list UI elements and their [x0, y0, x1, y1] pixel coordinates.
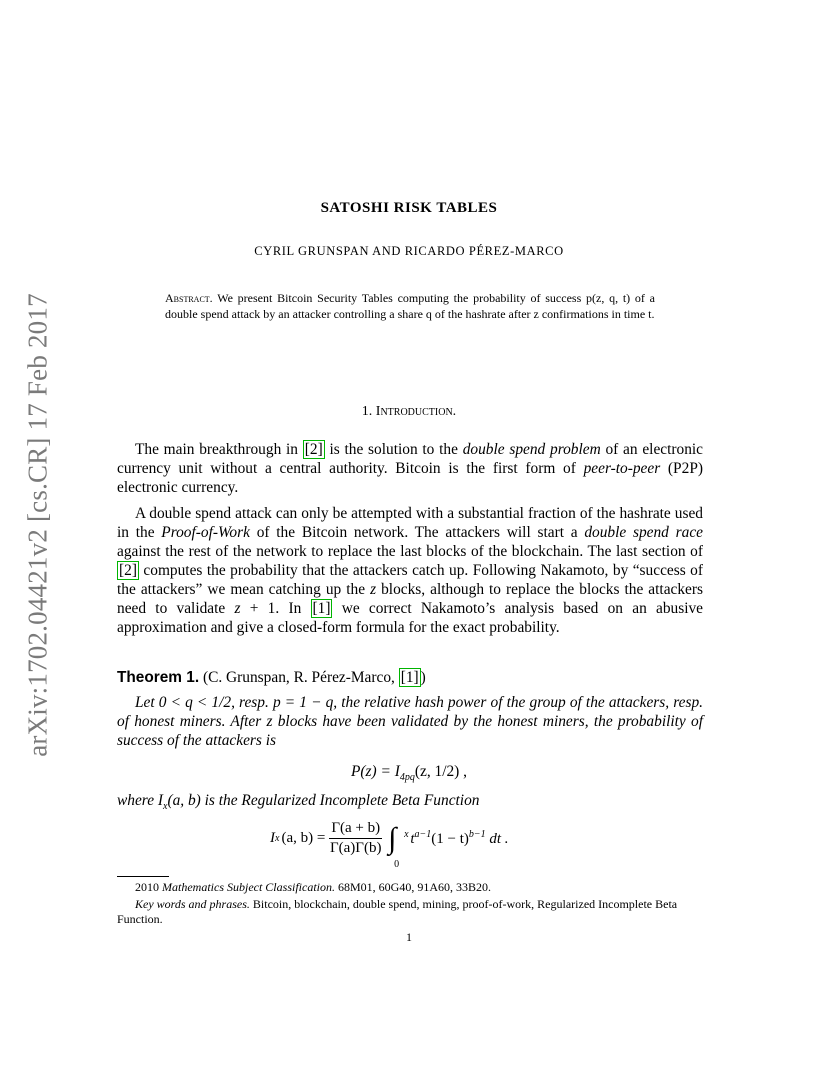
arxiv-id-stamp: arXiv:1702.04421v2 [cs.CR] 17 Feb 2017 [22, 293, 53, 757]
eq2-lhs: I [270, 830, 275, 846]
text-run: The main breakthrough in [135, 441, 303, 458]
fn1-codes: 68M01, 60G40, 91A60, 33B20. [337, 880, 491, 894]
citation-link[interactable]: [1] [312, 600, 331, 617]
abstract [165, 290, 655, 322]
text-run: ) [420, 669, 426, 686]
abstract-text: We present Bitcoin Security Tables computing the probability of success p(z, q, t) of a double spend attack by an attacker controlling a share q of the hashrate after z confirmations in time t. [165, 291, 655, 321]
citation-link[interactable]: [1] [400, 669, 419, 686]
text-run: of an electronic currency unit without a central authority. Bitcoin is the first form of [117, 441, 703, 477]
eq2-lhs-sub: x [275, 833, 280, 844]
citation-link[interactable]: [2] [119, 562, 137, 579]
section-title: Introduction. [375, 404, 457, 419]
theorem-body [117, 693, 703, 750]
integral-sign: ∫ x 0 [388, 824, 396, 854]
equation-1 [0, 763, 818, 783]
text-run: A double spend attack can only be attempted with a substantial fraction of the hashrate used in the [117, 505, 703, 541]
emphasis: double spend race [584, 524, 703, 541]
integral-lower: 0 [394, 858, 400, 870]
math-var: z [370, 581, 377, 598]
eq-rhs: (z, 1/2) , [414, 763, 467, 780]
text-run: computes the probability that the attackers catch up. Following Nakamoto, by “success of the attackers” we mean catching up the [117, 562, 703, 598]
theorem-header [117, 668, 703, 687]
fn2-label: Key words and phrases. [135, 897, 250, 911]
integrand-end: dt . [485, 831, 509, 847]
abstract-label: Abstract. [165, 291, 213, 305]
text-run: (P2P) electronic currency. [117, 460, 703, 496]
arxiv-sidebar [18, 290, 58, 760]
where-text: where I [117, 792, 164, 809]
eq2-integrand [410, 829, 508, 848]
theorem-label: Theorem 1. [117, 669, 200, 686]
emphasis: peer-to-peer [583, 460, 661, 477]
eq-lhs: P(z) = I [351, 763, 400, 780]
theorem-text: Let 0 < q < 1/2, resp. p = 1 − q, the relative hash power of the group of the attackers, resp. of honest miners. After z blocks have been validated by the honest miners, the probability of success of the attackers is [117, 694, 703, 749]
text-run: against the rest of the network to replace the last blocks of the blockchain. The last section of [117, 543, 703, 560]
theorem-attribution: (C. Grunspan, R. Pérez-Marco, [202, 669, 399, 686]
citation-link[interactable]: [2] [304, 441, 323, 458]
where-text-rest: (a, b) is the Regularized Incomplete Beta Function [167, 792, 480, 809]
integrand-t: t [410, 831, 415, 847]
emphasis: Proof-of-Work [161, 524, 250, 541]
eq2-lhs-args: (a, b) = [281, 830, 326, 846]
integrand-exp1: a−1 [414, 829, 432, 840]
emphasis: double spend problem [462, 441, 601, 458]
fn1-year: 2010 [135, 880, 159, 894]
section-number: 1. [361, 404, 373, 419]
text-run: + 1. In [240, 600, 311, 617]
section-heading [0, 404, 818, 420]
text-run: is the solution to the [324, 441, 463, 458]
paper-title: SATOSHI RISK TABLES [320, 200, 498, 216]
integral-upper: x [404, 828, 409, 840]
paragraph-intro-2 [117, 504, 703, 637]
page-number: 1 [406, 930, 412, 944]
fn2-text: Bitcoin, blockchain, double spend, mining, proof-of-work, Regularized Incomplete Beta Function. [117, 897, 678, 926]
eq2-numerator: Γ(a + b) [329, 820, 382, 839]
eq2-denominator: Γ(a)Γ(b) [329, 840, 382, 856]
eq2-fraction [329, 820, 382, 857]
footnote-rule [117, 876, 169, 877]
where-line [117, 792, 479, 812]
eq-subscript: 4pq [399, 772, 415, 784]
text-run: of the Bitcoin network. The attackers will start a [249, 524, 585, 541]
where-subscript: x [163, 801, 168, 813]
equation-2 [270, 820, 509, 870]
integrand-exp2: b−1 [468, 829, 486, 840]
integrand-mid: (1 − t) [431, 831, 469, 847]
footnote-keywords [117, 897, 703, 927]
footnote-msc [135, 880, 491, 895]
paragraph-intro-1 [117, 440, 703, 497]
fn1-label: Mathematics Subject Classification. [162, 880, 335, 894]
math-var: z [234, 600, 241, 617]
text-run: we correct Nakamoto’s analysis based on an abusive approximation and give a closed-form formula for the exact probability. [117, 600, 704, 636]
text-run: blocks, although to replace the blocks the attackers need to validate [117, 581, 703, 617]
paper-authors: CYRIL GRUNSPAN AND RICARDO PÉREZ-MARCO [254, 244, 564, 258]
